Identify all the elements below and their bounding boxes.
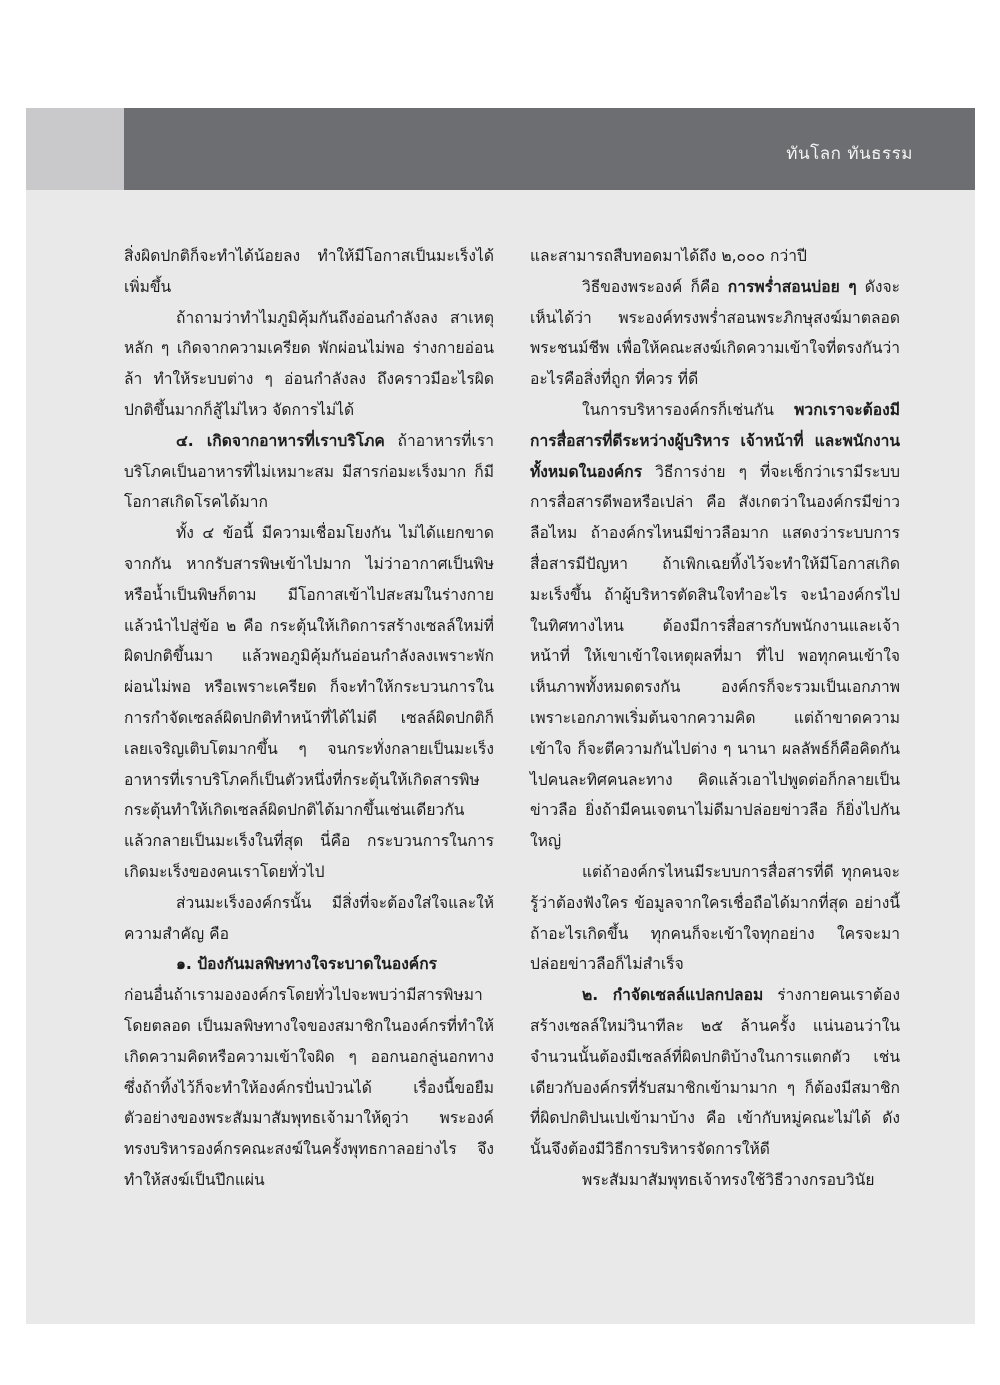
header-main-band [124,108,975,190]
bold-phrase: การพร่ำสอนบ่อย ๆ [727,277,857,296]
header-bar [26,108,975,190]
section-title: ทันโลก ทันธรรม [786,144,913,164]
header-tab-block [26,108,124,190]
paragraph: ทั้ง ๔ ข้อนี้ มีความเชื่อมโยงกัน ไม่ได้แยกขาดจากกัน หากรับสารพิษเข้าไปมาก ไม่ว่าอากาศเป็นพิษ หรือน้ำเป็นพิษก็ตาม มีโอกาสเข้าไปสะสมในร่างกาย แล้วนำไปสู่ข้อ ๒ คือ กระตุ้นให้เกิดการสร้างเซลล์ใหม่ที่ผิดปกติขึ้นมา แล้วพอภูมิคุ้มกันอ่อนกำลังลงเพราะพักผ่อนไม่พอ หรือเพราะเครียด ก็จะทำให้กระบวนการในการกำจัดเซลล์ผิดปกติทำหน้าที่ได้ไม่ดี เซลล์ผิดปกติก็เลยเจริญเติบโตมากขึ้น ๆ จนกระทั่งกลายเป็นมะเร็ง อาหารที่เราบริโภคก็เป็นตัวหนึ่งที่กระตุ้นให้เกิดสารพิษ กระตุ้นทำให้เกิดเซลล์ผิดปกติได้มากขึ้นเช่นเดียวกัน แล้วกลายเป็นมะเร็งในที่สุด นี่คือ กระบวนการในการเกิดมะเร็งของคนเราโดยทั่วไป [124,524,494,881]
right-column [530,241,900,1196]
paragraph [530,395,900,857]
paragraph [530,980,900,1165]
paragraph-text: ร่างกายคนเราต้องสร้างเซลล์ใหม่วินาทีละ ๒๕ ล้านครั้ง แน่นอนว่าในจำนวนนั้นต้องมีเซลล์ที่ผิดปกติบ้างในการแตกตัว เช่นเดียวกับองค์กรที่รับสมาชิกเข้ามามาก ๆ ก็ต้องมีสมาชิกที่ผิดปกติปนเปเข้ามาบ้าง คือ เข้ากับหมู่คณะไม่ได้ ดังนั้นจึงต้องมีวิธีการบริหารจัดการให้ดี [530,986,900,1159]
paragraph-text: วิธีของพระองค์ ก็คือ [582,277,728,296]
paragraph: ส่วนมะเร็งองค์กรนั้น มีสิ่งที่จะต้องใส่ใจและให้ความสำคัญ คือ [124,893,494,943]
paragraph: พระสัมมาสัมพุทธเจ้าทรงใช้วิธีวางกรอบวินัย [582,1170,875,1189]
paragraph-text: ถ้าอาหารที่เราบริโภคเป็นอาหารที่ไม่เหมาะสม มีสารก่อมะเร็งมาก ก็มีโอกาสเกิดโรคได้มาก [124,431,494,512]
paragraph-text: วิธีการง่าย ๆ ที่จะเช็กว่าเรามีระบบการสื่อสารดีพอหรือเปล่า คือ สังเกตว่าในองค์กรมีข่าวลือไหม ถ้าองค์กรไหนมีข่าวลือมาก แสดงว่าระบบการสื่อสารมีปัญหา ถ้าเพิกเฉยทิ้งไว้จะทำให้มีโอกาสเกิดมะเร็งขึ้น ถ้าผู้บริหารตัดสินใจทำอะไร จะนำองค์กรไปในทิศทางไหน ต้องมีการสื่อสารกับพนักงานและเจ้าหน้าที่ ให้เขาเข้าใจเหตุผลที่มา ที่ไป พอทุกคนเข้าใจ เห็นภาพทั้งหมดตรงกัน องค์กรก็จะรวมเป็นเอกภาพ เพราะเอกภาพเริ่มต้นจากความคิด แต่ถ้าขาดความเข้าใจ ก็จะตีความกันไปต่าง ๆ นานา ผลลัพธ์ก็คือคิดกันไปคนละทิศคนละทาง คิดแล้วเอาไปพูดต่อก็กลายเป็นข่าวลือ ยิ่งถ้ามีคนเจตนาไม่ดีมาปล่อยข่าวลือ ก็ยิ่งไปกันใหญ่ [530,462,900,851]
bold-heading: ๔. เกิดจากอาหารที่เราบริโภค [176,431,385,450]
bold-heading: ๑. ป้องกันมลพิษทางใจระบาดในองค์กร [176,955,438,974]
paragraph [530,272,900,395]
bold-phrase: พวกเราจะต้องมีการสื่อสารที่ดีระหว่างผู้บริหาร เจ้าหน้าที่ และพนักงานทั้งหมดในองค์กร [530,400,900,481]
paragraph-text: ในการบริหารองค์กรก็เช่นกัน [582,400,795,419]
paragraph [124,949,494,980]
paragraph: และสามารถสืบทอดมาได้ถึง ๒,๐๐๐ กว่าปี [530,247,807,265]
paragraph: ถ้าถามว่าทำไมภูมิคุ้มกันถึงอ่อนกำลังลง สาเหตุหลัก ๆ เกิดจากความเครียด พักผ่อนไม่พอ ร่างกายอ่อนล้า ทำให้ระบบต่าง ๆ อ่อนกำลังลง ถึงคราวมีอะไรผิดปกติขึ้นมากก็สู้ไม่ไหว จัดการไม่ได้ [124,308,494,419]
paragraph: แต่ถ้าองค์กรไหนมีระบบการสื่อสารที่ดี ทุกคนจะรู้ว่าต้องฟังใคร ข้อมูลจากใครเชื่อถือได้มากที่สุด อย่างนี้ถ้าอะไรเกิดขึ้น ทุกคนก็จะเข้าใจทุกอย่าง ใครจะมาปล่อยข่าวลือก็ไม่สำเร็จ [530,862,900,974]
bold-heading: ๒. กำจัดเซลล์แปลกปลอม [582,986,764,1005]
paragraph [124,426,494,518]
left-column [124,241,494,1196]
paragraph: ก่อนอื่นถ้าเรามององค์กรโดยทั่วไปจะพบว่ามีสารพิษมาโดยตลอด เป็นมลพิษทางใจของสมาชิกในองค์กรที่ทำให้เกิดความคิดหรือความเข้าใจผิด ๆ ออกนอกลู่นอกทาง ซึ่งถ้าทิ้งไว้ก็จะทำให้องค์กรปั่นป่วนได้ เรื่องนี้ขอยืมตัวอย่างของพระสัมมาสัมพุทธเจ้ามาให้ดูว่า พระองค์ทรงบริหารองค์กรคณะสงฆ์ในครั้งพุทธกาลอย่างไร จึงทำให้สงฆ์เป็นปึกแผ่น [124,986,494,1189]
paragraph-text: ดังจะเห็นได้ว่า พระองค์ทรงพร่ำสอนพระภิกษุสงฆ์มาตลอดพระชนม์ชีพ เพื่อให้คณะสงฆ์เกิดความเข้าใจที่ตรงกันว่า อะไรคือสิ่งที่ถูก ที่ควร ที่ดี [530,277,900,389]
paragraph: สิ่งผิดปกติก็จะทำได้น้อยลง ทำให้มีโอกาสเป็นมะเร็งได้เพิ่มขึ้น [124,247,494,296]
